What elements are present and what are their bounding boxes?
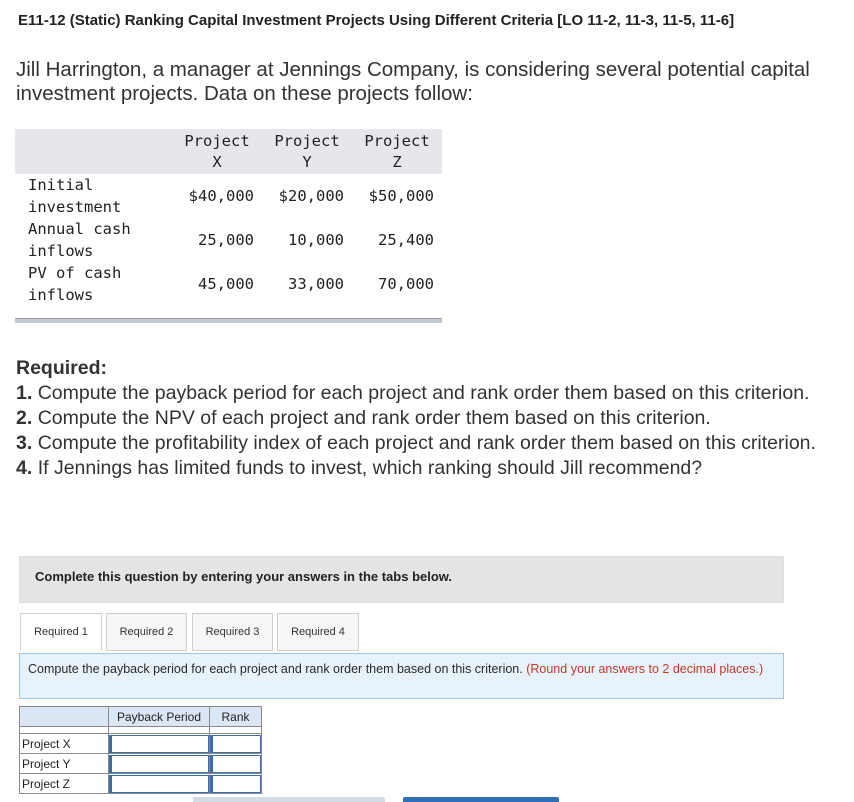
rank-input-project-z[interactable]	[210, 775, 261, 793]
table-row	[20, 774, 262, 794]
row-label-line: Initial	[28, 176, 94, 194]
item-text: If Jennings has limited funds to invest, which ranking should Jill recommend?	[37, 457, 703, 479]
instruction-text: Compute the payback period for each project and rank order them based on this criterion.	[28, 662, 523, 676]
answer-table	[19, 706, 262, 794]
row-label-line: PV of cash	[28, 264, 122, 282]
payback-cell	[109, 734, 210, 754]
table-cell: 25,000	[198, 231, 254, 249]
required-item-3	[16, 431, 836, 456]
table-cell: 25,400	[378, 231, 434, 249]
problem-title: E11-12 (Static) Ranking Capital Investment Projects Using Different Criteria [LO 11-2, 11-3, 11-5, 11-6]	[18, 12, 735, 29]
complete-instruction-box	[19, 556, 784, 603]
rounding-hint: (Round your answers to 2 decimal places.)	[526, 662, 764, 676]
tab-required-3[interactable]: Required 3	[192, 613, 273, 651]
rank-input-project-y[interactable]	[210, 755, 261, 773]
row-label	[15, 262, 172, 306]
header-project-y	[262, 129, 352, 174]
header-letter: Z	[392, 153, 402, 171]
table-row	[15, 218, 442, 262]
required-item-2	[16, 406, 836, 431]
answer-header-blank	[20, 707, 109, 727]
tab-instruction	[19, 653, 784, 699]
previous-button[interactable]	[193, 797, 385, 802]
answer-row-label: Project Z	[20, 774, 109, 794]
table-cell: $20,000	[278, 187, 344, 205]
payback-cell	[109, 774, 210, 794]
header-project-x	[172, 129, 262, 174]
table-header-row	[15, 129, 442, 174]
tab-required-1[interactable]: Required 1	[20, 613, 102, 651]
next-button[interactable]	[403, 797, 559, 802]
rank-cell	[210, 774, 262, 794]
payback-input-project-z[interactable]	[109, 775, 209, 793]
item-number: 3.	[16, 432, 33, 454]
header-blank-cell	[15, 129, 172, 174]
answer-spacer-row	[20, 727, 262, 734]
required-section	[16, 356, 836, 481]
item-number: 2.	[16, 407, 33, 429]
row-label-line: inflows	[28, 286, 94, 304]
table-cell: $40,000	[188, 187, 254, 205]
header-label: Project	[364, 132, 430, 150]
item-text: Compute the profitability index of each project and rank order them based on this criterion.	[37, 432, 816, 454]
header-label: Project	[184, 132, 250, 150]
intro-paragraph: Jill Harrington, a manager at Jennings Company, is considering several potential capital investment projects. Data on these projects follow:	[16, 58, 810, 105]
table-cell: 70,000	[378, 275, 434, 293]
payback-period-header: Payback Period	[109, 707, 210, 727]
tab-required-2[interactable]: Required 2	[106, 613, 187, 651]
spacer-cell	[109, 727, 210, 734]
table-bottom-rule	[15, 318, 442, 323]
row-label-line: Annual cash	[28, 220, 131, 238]
row-label-line: investment	[28, 198, 122, 216]
table-cell: 10,000	[288, 231, 344, 249]
rank-header: Rank	[210, 707, 262, 727]
spacer-cell	[210, 727, 262, 734]
header-letter: X	[212, 153, 222, 171]
spacer-cell	[20, 727, 109, 734]
required-item-4	[16, 456, 836, 481]
project-data-table	[15, 129, 442, 306]
rank-cell	[210, 754, 262, 774]
header-label: Project	[274, 132, 340, 150]
required-heading: Required:	[16, 357, 108, 379]
table-cell: $50,000	[368, 187, 434, 205]
payback-cell	[109, 754, 210, 774]
header-letter: Y	[302, 153, 312, 171]
table-row	[15, 174, 442, 218]
row-label-line: inflows	[28, 242, 94, 260]
table-cell: 33,000	[288, 275, 344, 293]
answer-row-label: Project X	[20, 734, 109, 754]
table-cell: 45,000	[198, 275, 254, 293]
item-text: Compute the payback period for each project and rank order them based on this criterion.	[37, 382, 810, 404]
answer-row-label: Project Y	[20, 754, 109, 774]
row-label	[15, 174, 172, 218]
table-row	[15, 262, 442, 306]
complete-instruction-text: Complete this question by entering your answers in the tabs below.	[35, 569, 453, 584]
rank-cell	[210, 734, 262, 754]
payback-input-project-y[interactable]	[109, 755, 209, 773]
row-label	[15, 218, 172, 262]
table-row	[20, 754, 262, 774]
table-row	[20, 734, 262, 754]
rank-input-project-x[interactable]	[210, 735, 261, 753]
required-item-1	[16, 381, 836, 406]
item-number: 1.	[16, 382, 33, 404]
tab-required-4[interactable]: Required 4	[277, 613, 359, 651]
answer-header-row	[20, 707, 262, 727]
payback-input-project-x[interactable]	[109, 735, 209, 753]
item-number: 4.	[16, 457, 33, 479]
item-text: Compute the NPV of each project and rank order them based on this criterion.	[37, 407, 711, 429]
header-project-z	[352, 129, 442, 174]
